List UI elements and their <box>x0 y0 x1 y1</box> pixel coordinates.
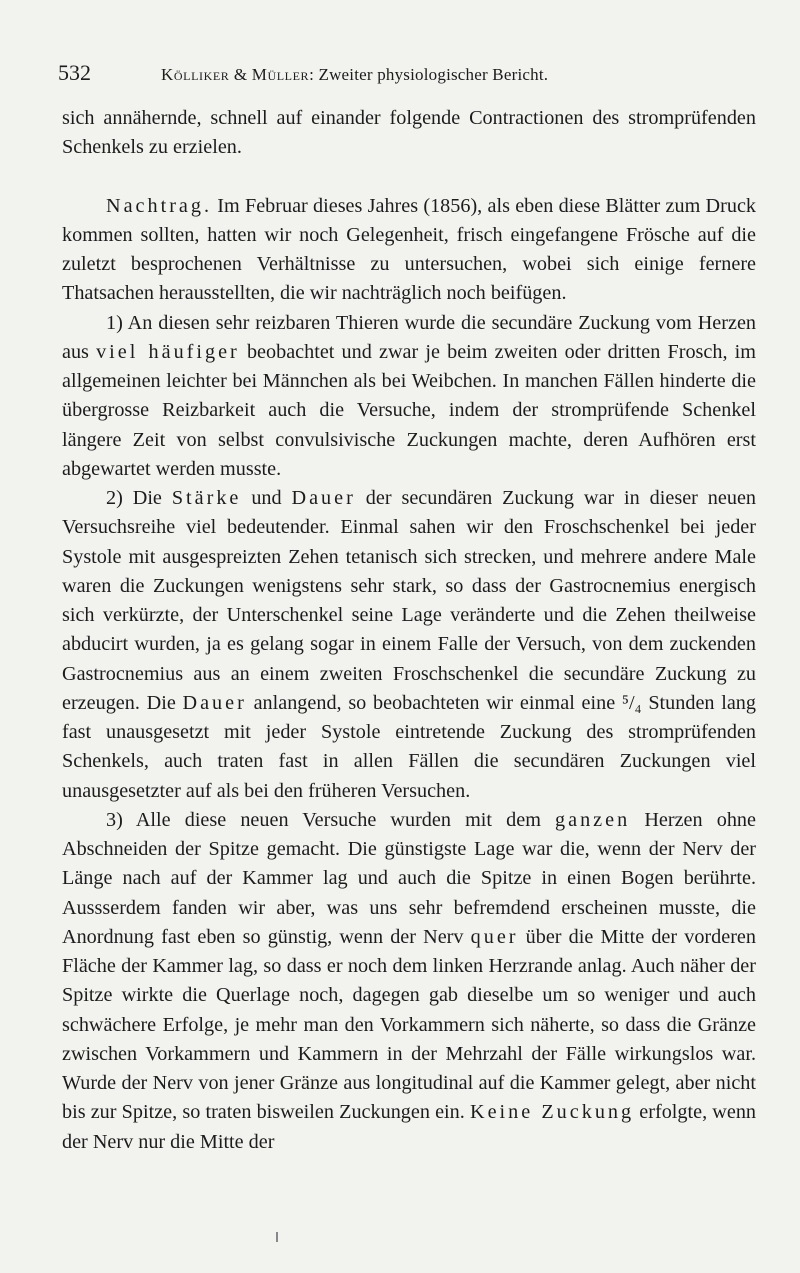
emphasis-staerke: Stärke <box>171 487 242 509</box>
emphasis-viel-haeufiger: viel häufiger <box>96 340 240 363</box>
paragraph-continuation: sich annähernde, schnell auf einander folgende Contractionen des stromprüfenden Schenkels zu erzielen. <box>62 107 756 159</box>
text-run: anlangend, so beobachteten wir einmal eine ⁵/₄ Stunden lang fast unausgesetzt mit jeder Systole eintretende Zuckung des stromprüfenden Schenkels, auch traten fast in allen Fällen die secundären Zuckungen viel unausgesetzter auf als bei den früheren Versuchen. <box>62 691 756 802</box>
emphasis-dauer-2: Dauer <box>182 691 247 714</box>
text-run: 3) Alle diese neuen Versuche wurden mit dem <box>106 808 556 831</box>
text-run: der secundären Zuckung war in dieser neuen Versuchsreihe viel bedeutender. Einmal sahen wir den Froschschenkel bei jeder Systole mit ausgespreizten Zehen tetanisch sich strecken, und mehrere andere Male waren die Zuckungen wenigstens sehr stark, so dass der Gastrocnemius energisch sich verkürzte, der Unterschenkel seine Lage veränderte und die Zehen theilweise abducirt wurden, ja es gelang sogar in einem Falle der Versuch, von dem zuckenden Gastrocnemius aus an einem zweiten Froschschenkel die secundäre Zuckung zu erzeugen. Die <box>62 487 756 714</box>
emphasis-ganzen: ganzen <box>555 808 631 831</box>
author-koelliker: Kölliker <box>161 65 230 84</box>
paragraph-3 <box>62 806 756 1157</box>
text-run: 2) Die <box>106 487 172 509</box>
paragraph-nachtrag <box>62 192 756 309</box>
body-text <box>62 104 756 1157</box>
emphasis-quer: quer <box>470 925 519 948</box>
page-header <box>58 60 752 90</box>
running-head <box>161 65 548 85</box>
ampersand: & <box>229 65 252 84</box>
emphasis-keine-zuckung: Keine Zuckung <box>469 1101 635 1124</box>
nachtrag-label: Nachtrag. <box>106 194 213 217</box>
paragraph-1 <box>62 309 756 485</box>
text-run: beobachtet und zwar je beim zweiten oder dritten Frosch, im allgemeinen leichter bei Männchen als bei Weibchen. In manchen Fällen hinderte die übergrosse Reizbarkeit auch die Versuche, indem der stromprüfende Schenkel längere Zeit von selbst convulsivische Zuckungen machte, deren Aufhören erst abgewartet werden musste. <box>62 340 756 480</box>
running-title: : Zweiter physiologischer Bericht. <box>309 65 549 84</box>
text-run: und <box>241 487 292 509</box>
page-number: 532 <box>58 60 91 85</box>
print-mark <box>276 1232 278 1242</box>
paragraph-2 <box>62 484 756 806</box>
text-run: Herzen ohne Abschneiden der Spitze gemacht. Die günstigste Lage war die, wenn der Nerv der Länge nach auf der Kammer lag und auch die Spitze in einen Bogen berührte. Aussserdem fanden wir aber, was uns sehr befremdend erscheinen musste, die Anordnung fast eben so günstig, wenn der Nerv <box>62 808 756 948</box>
author-mueller: Müller <box>251 65 310 84</box>
text-run: erfolgte, wenn der Nerv nur die Mitte der <box>62 1101 757 1153</box>
text-run: 1) An diesen sehr reizbaren Thieren wurde die secundäre Zuckung vom Herzen aus <box>62 311 756 363</box>
text-run: über die Mitte der vorderen Fläche der Kammer lag, so dass er noch dem linken Herzrande anlag. Auch näher der Spitze wirkte die Querlage noch, dagegen gab dieselbe um so weniger und auch schwächere Erfolge, je mehr man den Vorkammern sich näherte, so dass die Gränze zwischen Vorkammern und Kammern in der Mehrzahl der Fälle wirkungslos war. Wurde der Nerv von jener Gränze aus longitudinal auf die Kammer gelegt, aber nicht bis zur Spitze, so traten bisweilen Zuckungen ein. <box>62 925 756 1124</box>
nachtrag-text: Im Februar dieses Jahres (1856), als eben diese Blätter zum Druck kommen sollten, hatten wir noch Gelegenheit, frisch eingefangene Frösche auf die zuletzt besprochenen Verhältnisse zu untersuchen, wobei sich einige fernere Thatsachen herausstellten, die wir nachträglich noch beifügen. <box>62 194 756 305</box>
emphasis-dauer: Dauer <box>291 487 356 509</box>
